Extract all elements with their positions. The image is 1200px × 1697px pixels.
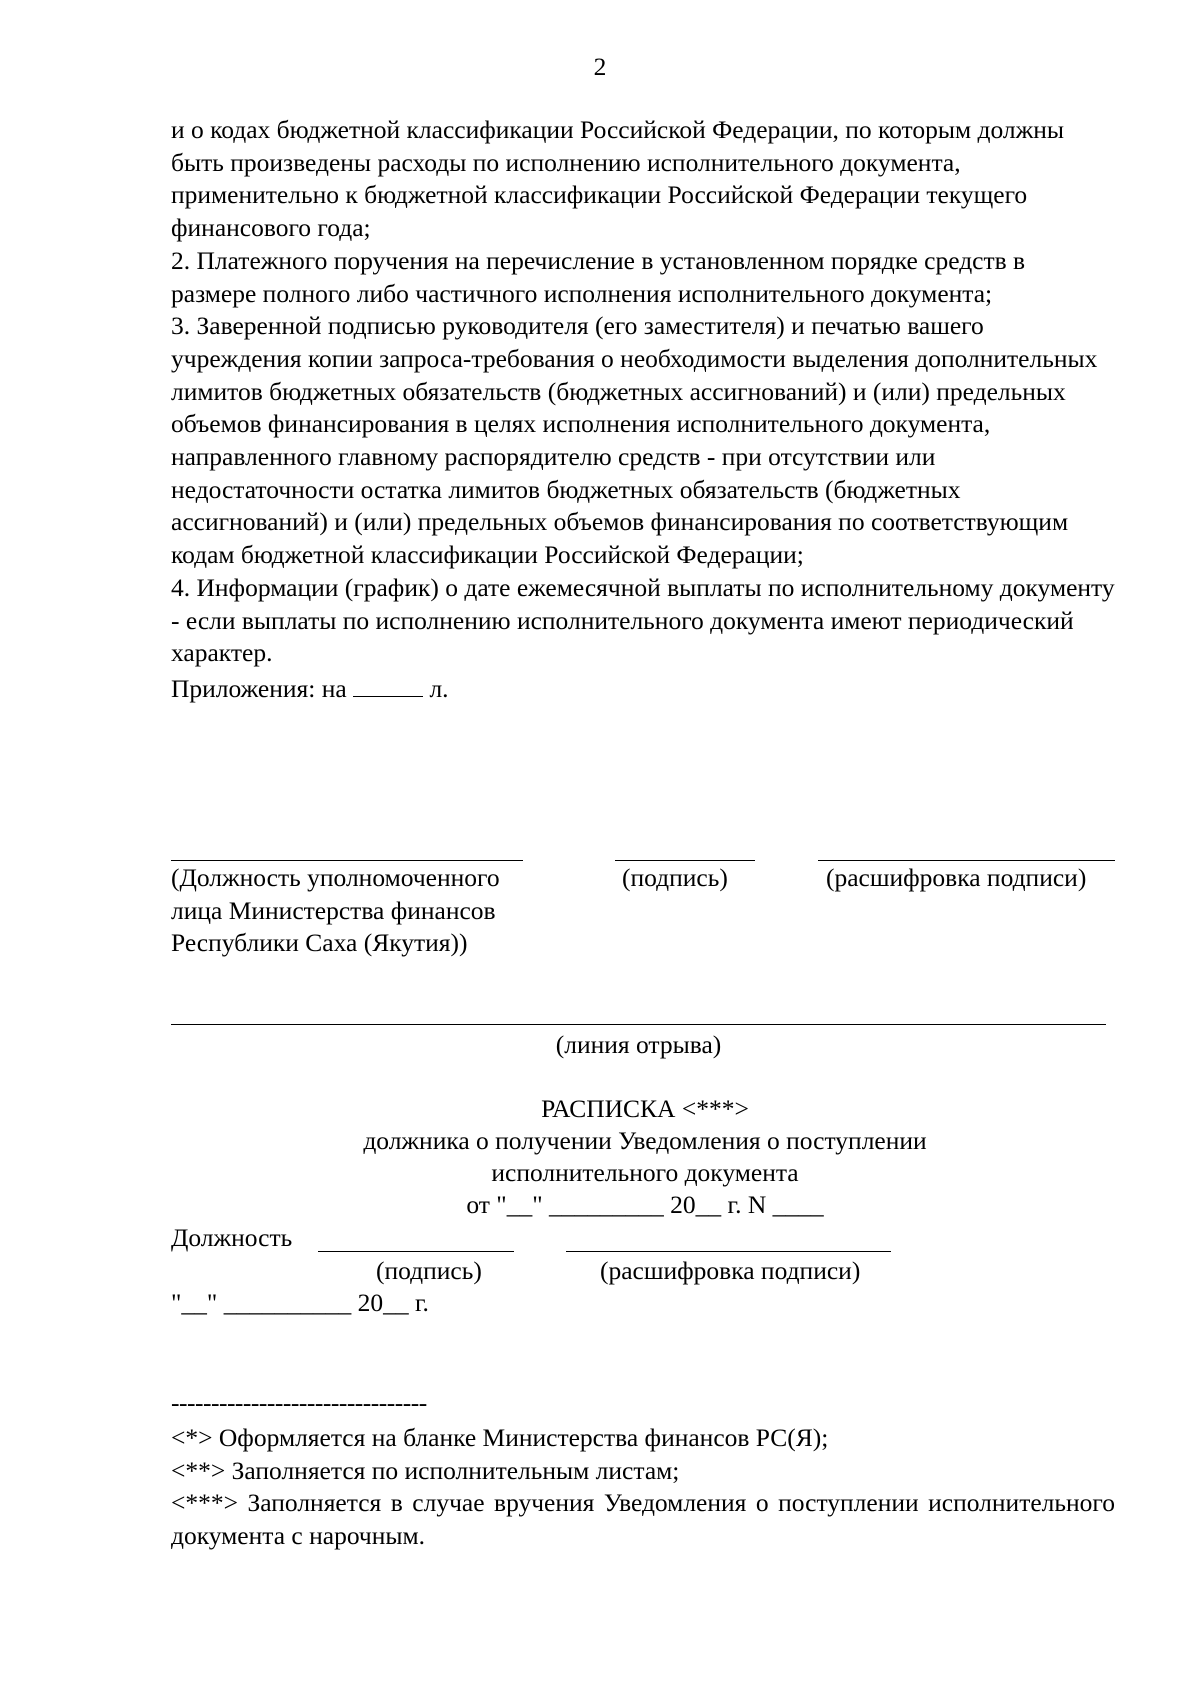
body-text [171, 114, 1115, 706]
decryption-signature-line [818, 860, 1115, 861]
position-caption-line3: Республики Саха (Якутия)) [171, 928, 468, 958]
position-caption-line1: (Должность уполномоченного [171, 863, 500, 892]
paragraph-request-copy: 3. Заверенной подписью руководителя (его заместителя) и печатью вашего учреждения копии запроса-требования о необходимости выделения дополнительных лимитов бюджетных обязательств (бюджетных ассигнований) и (или) предельных объемов финансирования в целях исполнения исполнительного документа, направленного главному распорядителю средств - при отсутствии или недостаточности остатка лимитов бюджетных обязательств (бюджетных ассигнований) и (или) предельных объемов финансирования по соответствующим кодам бюджетной классификации Российской Федерации; [171, 311, 1098, 570]
attachments-suffix: л. [429, 673, 449, 703]
decryption-caption: (расшифровка подписи) [826, 863, 1087, 892]
receipt-title: РАСПИСКА <***> [541, 1094, 749, 1123]
footnotes [171, 1422, 1115, 1553]
footnote-1: <*> Оформляется на бланке Министерства финансов РС(Я); [171, 1423, 829, 1452]
receipt-decryption-line[interactable] [566, 1251, 891, 1252]
paragraph-payment-schedule: 4. Информации (график) о дате ежемесячной выплаты по исполнительному документу - если выплаты по исполнению исполнительного документа имеют периодический характер. [171, 572, 1115, 668]
page-number: 2 [593, 52, 607, 81]
receipt-subtitle-line1: должника о получении Уведомления о поступлении [363, 1126, 927, 1155]
signature-line [615, 860, 755, 861]
receipt-position-label: Должность [171, 1223, 293, 1252]
footnote-2: <**> Заполняется по исполнительным листам; [171, 1455, 680, 1485]
paragraph-payment-order: 2. Платежного поручения на перечисление в установленном порядке средств в размере полного либо частичного исполнения исполнительного документа; [171, 245, 1026, 308]
receipt-signature-caption: (подпись) [376, 1256, 482, 1285]
receipt-date-line: от "__" _________ 20__ г. N ____ [466, 1190, 824, 1219]
attachments-pages-blank[interactable] [353, 670, 423, 697]
receipt-position-line[interactable] [318, 1251, 514, 1252]
signature-caption: (подпись) [622, 863, 728, 892]
footnote-separator: -------------------------------- [171, 1388, 427, 1417]
attachments-prefix: Приложения: на [171, 673, 347, 703]
tear-line [171, 1024, 1106, 1025]
receipt-decryption-caption: (расшифровка подписи) [600, 1256, 861, 1285]
receipt-subtitle-line2: исполнительного документа [491, 1158, 799, 1187]
position-caption [171, 862, 500, 960]
receipt-date-bottom: "__" __________ 20__ г. [171, 1288, 429, 1317]
footnote-3: <***> Заполняется в случае вручения Уведомления о поступлении исполнительного документа с нарочным. [171, 1488, 1115, 1551]
tear-caption: (линия отрыва) [555, 1030, 722, 1059]
position-caption-line2: лица Министерства финансов [171, 895, 496, 925]
attachments-line [171, 670, 1115, 706]
position-signature-line [171, 860, 523, 861]
paragraph-budget-codes: и о кодах бюджетной классификации Российской Федерации, по которым должны быть произведены расходы по исполнению исполнительного документа, применительно к бюджетной классификации Российской Федерации текущего финансового года; [171, 115, 1065, 243]
